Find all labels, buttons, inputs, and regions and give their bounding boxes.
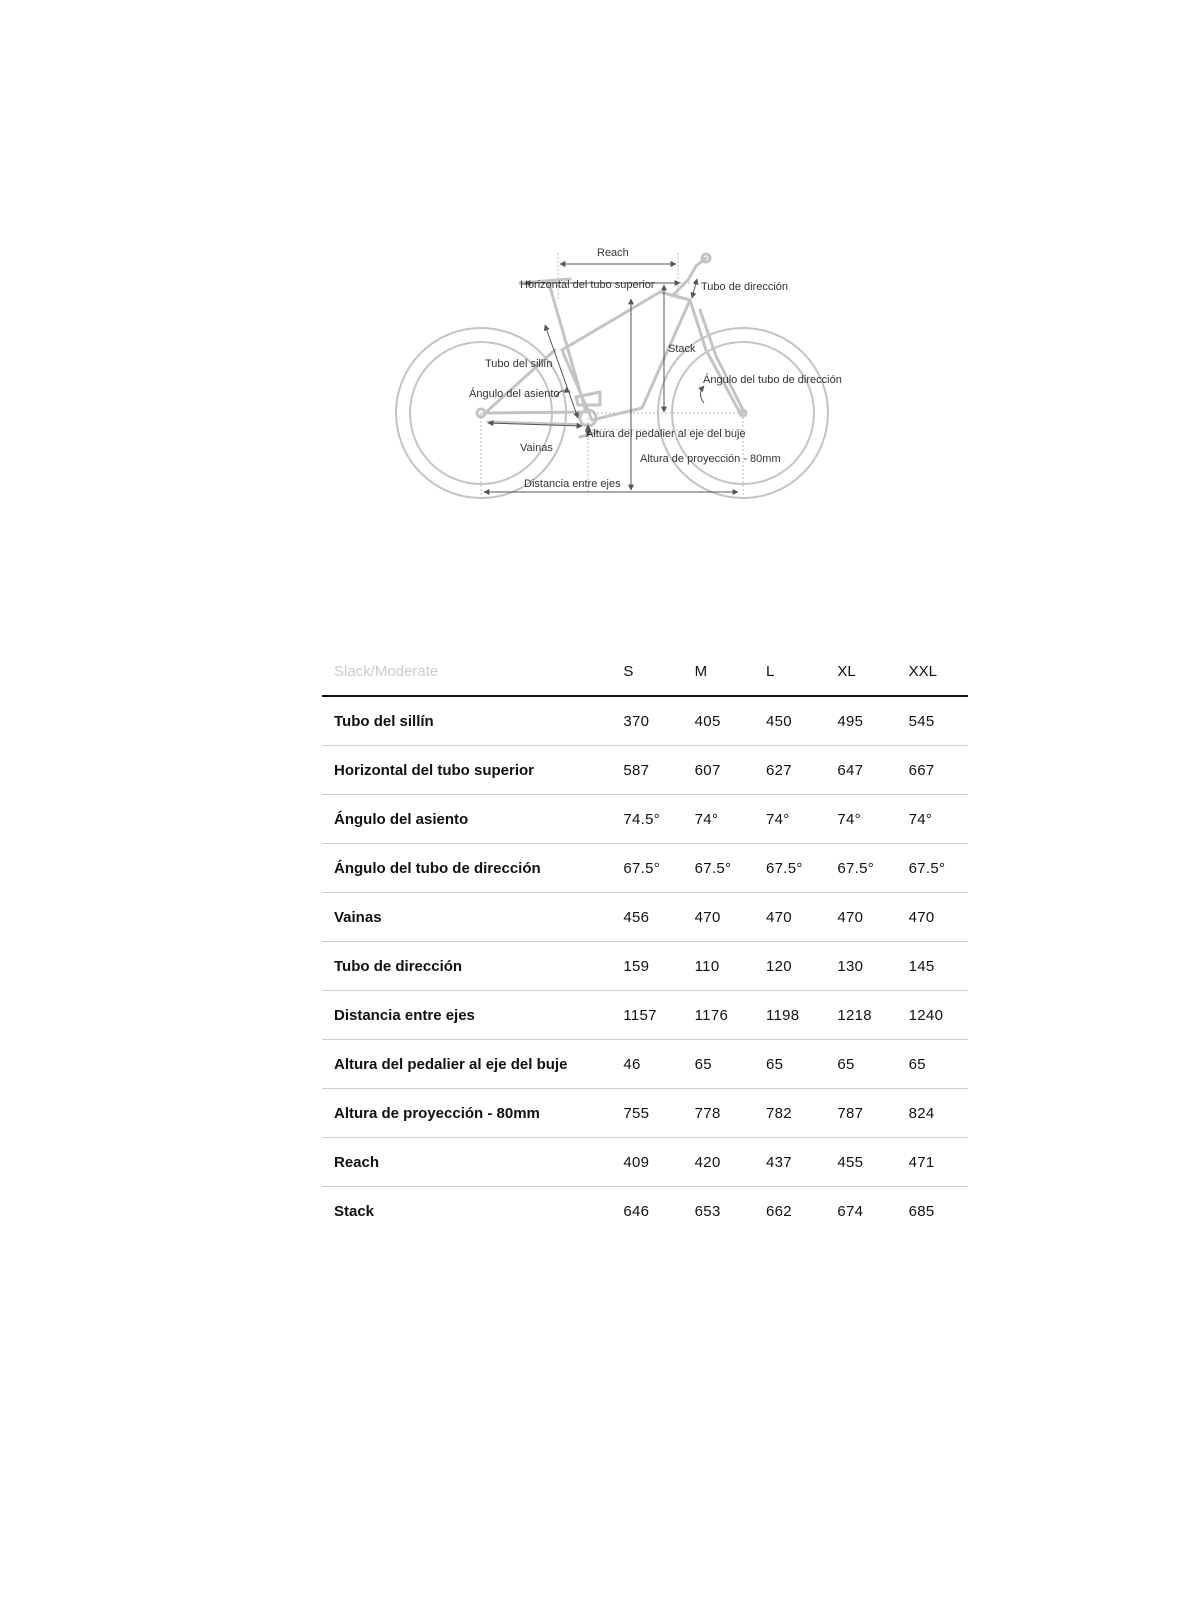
- row-label: Tubo del sillín: [322, 696, 611, 746]
- size-header: XXL: [897, 648, 968, 696]
- cell-value: 145: [897, 942, 968, 991]
- geometry-table: [322, 648, 968, 1235]
- label-bb-drop: Altura del pedalier al eje del buje: [586, 428, 746, 440]
- label-head-angle: Ángulo del tubo de dirección: [703, 374, 842, 386]
- label-wheelbase: Distancia entre ejes: [524, 478, 621, 490]
- size-header: M: [683, 648, 754, 696]
- cell-value: 405: [683, 696, 754, 746]
- cell-value: 787: [825, 1089, 896, 1138]
- cell-value: 470: [897, 893, 968, 942]
- table-row: [322, 1138, 968, 1187]
- cell-value: 65: [897, 1040, 968, 1089]
- table-row: [322, 844, 968, 893]
- cell-value: 778: [683, 1089, 754, 1138]
- cell-value: 471: [897, 1138, 968, 1187]
- cell-value: 824: [897, 1089, 968, 1138]
- table-row: [322, 942, 968, 991]
- row-label: Distancia entre ejes: [322, 991, 611, 1040]
- row-label: Vainas: [322, 893, 611, 942]
- cell-value: 74°: [897, 795, 968, 844]
- cell-value: 74°: [754, 795, 825, 844]
- cell-value: 662: [765, 1202, 792, 1220]
- label-head-tube: Tubo de dirección: [701, 281, 789, 293]
- size-header: XL: [825, 648, 896, 696]
- table-row: [322, 1040, 968, 1089]
- cell-value: 159: [611, 942, 682, 991]
- cell-value: 470: [825, 893, 896, 942]
- cell-value: 587: [611, 746, 682, 795]
- cell-value: 67.5°: [754, 844, 825, 893]
- cell-value: 646: [623, 1202, 650, 1220]
- cell-value: 456: [611, 893, 682, 942]
- row-label: Altura de proyección - 80mm: [322, 1089, 611, 1138]
- table-row: [322, 1089, 968, 1138]
- cell-value: 685: [908, 1202, 935, 1220]
- cell-value: 437: [754, 1138, 825, 1187]
- cell-value: 67.5°: [897, 844, 968, 893]
- table-row: [322, 991, 968, 1040]
- bike-diagram-svg: [0, 0, 1200, 560]
- cell-value: 1157: [611, 991, 682, 1040]
- cell-value: 627: [754, 746, 825, 795]
- table-row: [322, 893, 968, 942]
- cell-value: 120: [754, 942, 825, 991]
- cell-value: 470: [754, 893, 825, 942]
- label-chainstays: Vainas: [520, 442, 553, 454]
- cell-value: 65: [825, 1040, 896, 1089]
- row-label: Ángulo del tubo de dirección: [322, 844, 611, 893]
- label-stack: Stack: [668, 343, 696, 355]
- bike-geometry-diagram: [0, 0, 1200, 560]
- row-label: Ángulo del asiento: [322, 795, 611, 844]
- cell-value: 1240: [897, 991, 968, 1040]
- label-top-tube: Horizontal del tubo superior: [520, 279, 655, 291]
- size-header: S: [611, 648, 682, 696]
- cell-value: 647: [825, 746, 896, 795]
- table-title: Slack/Moderate: [322, 648, 611, 696]
- cell-value: 420: [683, 1138, 754, 1187]
- cell-value: 65: [754, 1040, 825, 1089]
- cell-value: 1218: [825, 991, 896, 1040]
- cell-value: 370: [611, 696, 682, 746]
- cell-value: 755: [611, 1089, 682, 1138]
- cell-value: 495: [825, 696, 896, 746]
- cell-value: 74°: [825, 795, 896, 844]
- table-row: [322, 1187, 968, 1236]
- cell-value: 667: [897, 746, 968, 795]
- cell-value: 65: [683, 1040, 754, 1089]
- row-label: Reach: [322, 1138, 611, 1187]
- label-seat-angle: Ángulo del asiento: [469, 388, 560, 400]
- cell-value: 409: [611, 1138, 682, 1187]
- row-label: Altura del pedalier al eje del buje: [322, 1040, 611, 1089]
- label-reach: Reach: [597, 247, 629, 259]
- cell-value: 653: [694, 1202, 721, 1220]
- cell-value: 470: [683, 893, 754, 942]
- cell-value: 46: [611, 1040, 682, 1089]
- table-header-row: [322, 648, 968, 696]
- cell-value: 67.5°: [683, 844, 754, 893]
- row-label: Horizontal del tubo superior: [322, 746, 611, 795]
- table-row: [322, 795, 968, 844]
- cell-value: 110: [683, 942, 754, 991]
- cell-value: 455: [825, 1138, 896, 1187]
- table-row: [322, 746, 968, 795]
- cell-value: 74.5°: [611, 795, 682, 844]
- label-axle-crown: Altura de proyección - 80mm: [640, 453, 781, 465]
- cell-value: 1198: [754, 991, 825, 1040]
- cell-value: 450: [754, 696, 825, 746]
- row-label: Stack: [334, 1202, 375, 1220]
- cell-value: 782: [754, 1089, 825, 1138]
- cell-value: 130: [825, 942, 896, 991]
- cell-value: 607: [683, 746, 754, 795]
- cell-value: 67.5°: [611, 844, 682, 893]
- cell-value: 67.5°: [825, 844, 896, 893]
- row-label: Tubo de dirección: [322, 942, 611, 991]
- cell-value: 1176: [683, 991, 754, 1040]
- cell-value: 74°: [683, 795, 754, 844]
- table-row: [322, 696, 968, 746]
- cell-value: 674: [837, 1202, 864, 1220]
- size-header: L: [754, 648, 825, 696]
- label-seat-tube: Tubo del sillín: [485, 358, 553, 370]
- cell-value: 545: [897, 696, 968, 746]
